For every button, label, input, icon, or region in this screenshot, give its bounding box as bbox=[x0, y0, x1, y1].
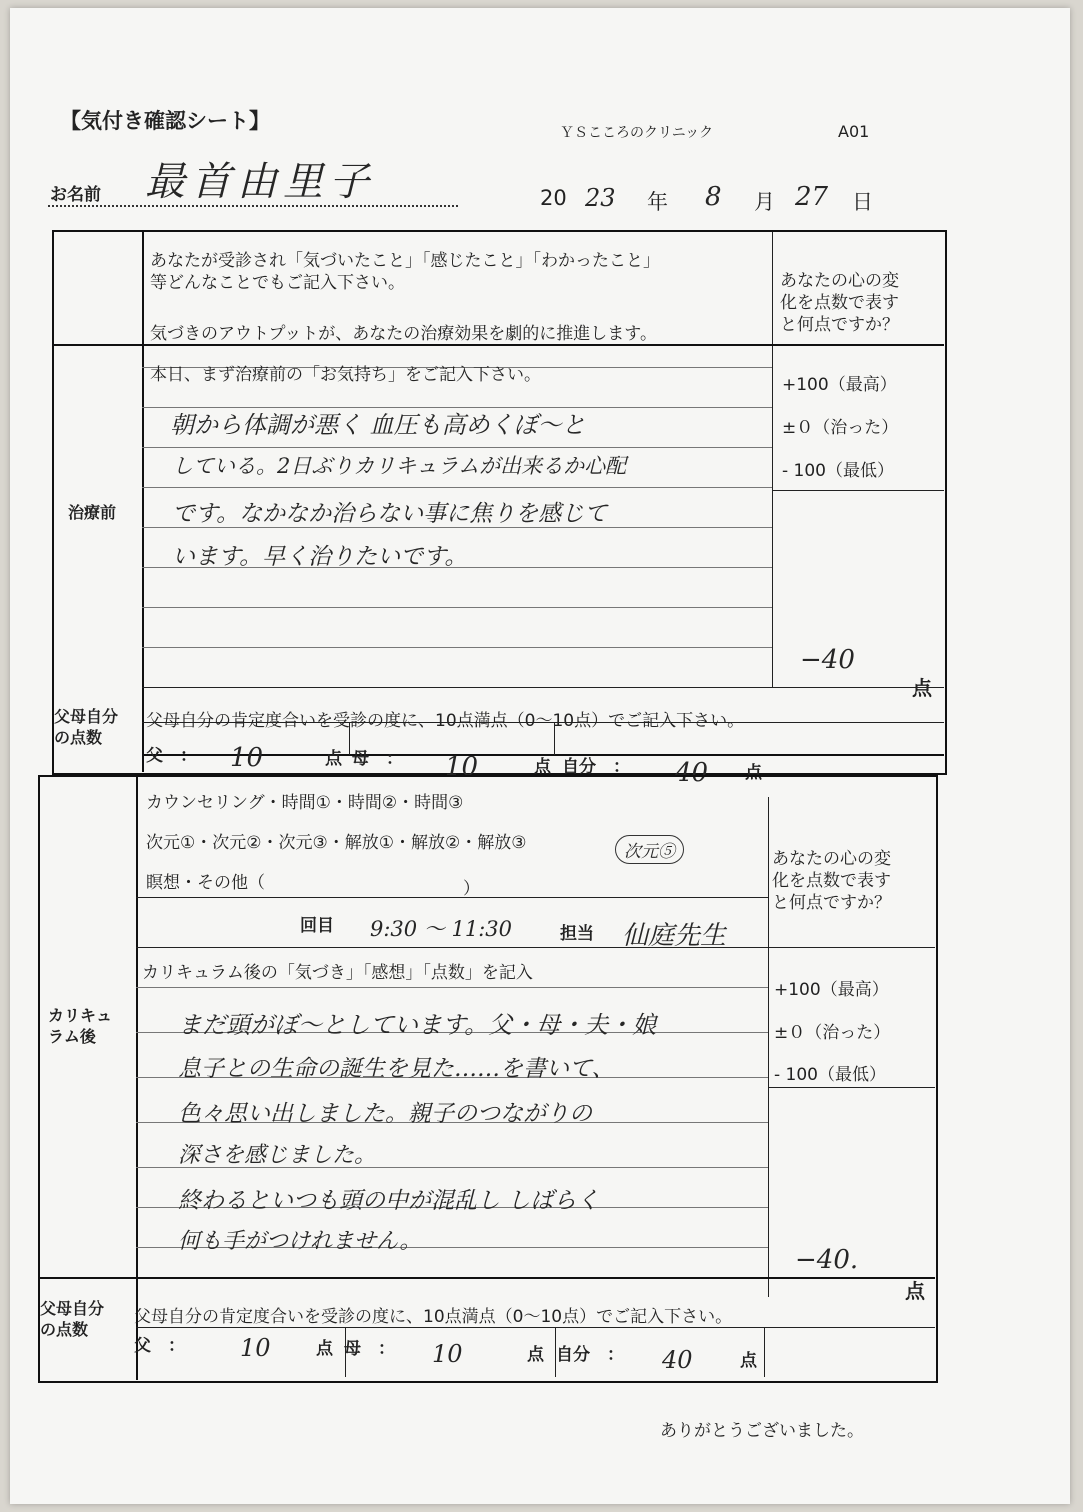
parents1-mother-label: 母 ： bbox=[352, 749, 403, 769]
parents2-father-value[interactable]: 10 bbox=[240, 1334, 271, 1362]
kaime-label: 回目 bbox=[300, 916, 334, 936]
before-score-unit: 点 bbox=[912, 676, 932, 700]
after-prompt: カリキュラム後の「気づき」「感想」「点数」を記入 bbox=[142, 963, 533, 983]
tanto-label: 担当 bbox=[560, 924, 594, 944]
scale-zero-1: ±０（治った） bbox=[782, 418, 899, 438]
course-options-3-end: ） bbox=[463, 879, 480, 899]
score-question-1: あなたの心の変 化を点数で表す と何点ですか？ bbox=[780, 271, 899, 335]
score-question-2: あなたの心の変 化を点数で表す と何点ですか？ bbox=[772, 849, 891, 913]
parents1-self-label: 自分 ： bbox=[562, 757, 630, 777]
before-line-2[interactable]: している。2日ぶりカリキュラムが出来るか心配 bbox=[172, 454, 627, 478]
course-options-1: カウンセリング・時間①・時間②・時間③ bbox=[146, 793, 464, 813]
intro-instruction: あなたが受診され「気づいたこと」「感じたこと」「わかったこと」 等どんなことでもご記入下さい。 bbox=[150, 251, 660, 293]
parents1-father-label: 父 ： bbox=[146, 746, 197, 766]
scale-max-1: +100（最高） bbox=[782, 375, 897, 395]
intro-emphasis: 気づきのアウトプットが、あなたの治療効果を劇的に推進します。 bbox=[150, 324, 657, 344]
parents2-father-label: 父 ： bbox=[134, 1336, 185, 1356]
parents1-father-unit: 点 bbox=[325, 749, 342, 769]
year-label: 年 bbox=[647, 190, 668, 214]
parents2-self-value[interactable]: 40 bbox=[662, 1346, 693, 1374]
parents1-mother-value[interactable]: 10 bbox=[445, 752, 479, 782]
parents2-mother-label: 母 ： bbox=[344, 1339, 395, 1359]
thanks-footer: ありがとうございました。 bbox=[660, 1421, 864, 1441]
parents2-instruction: 父母自分の肯定度合いを受診の度に、10点満点（0〜10点）でご記入下さい。 bbox=[134, 1307, 733, 1327]
after-line-1[interactable]: まだ頭がぼ〜としています。父・母・夫・娘 bbox=[178, 1011, 657, 1039]
parents1-self-unit: 点 bbox=[745, 763, 762, 783]
before-line-4[interactable]: います。早く治りたいです。 bbox=[172, 544, 468, 570]
circled-option[interactable]: 次元⑤ bbox=[615, 835, 684, 864]
day-label: 日 bbox=[852, 190, 873, 214]
scale-zero-2: ±０（治った） bbox=[774, 1023, 891, 1043]
before-prompt: 本日、まず治療前の「お気持ち」をご記入下さい。 bbox=[150, 365, 541, 385]
parents2-label: 父母自分 の点数 bbox=[40, 1299, 105, 1339]
scale-min-1: - 100（最低） bbox=[782, 461, 894, 481]
scale-max-2: +100（最高） bbox=[774, 980, 889, 1000]
sheet-code: A01 bbox=[838, 122, 870, 141]
after-score-unit: 点 bbox=[905, 1279, 925, 1303]
course-options-2: 次元①・次元②・次元③・解放①・解放②・解放③ bbox=[146, 833, 527, 853]
name-label: お名前 bbox=[50, 185, 101, 205]
before-label: 治療前 bbox=[68, 503, 117, 522]
after-line-5[interactable]: 終わるといつも頭の中が混乱し しばらく bbox=[178, 1188, 600, 1214]
parents2-mother-unit: 点 bbox=[527, 1345, 544, 1365]
before-score[interactable]: −40 bbox=[800, 645, 855, 675]
parents1-label: 父母自分 の点数 bbox=[54, 707, 119, 747]
parents1-father-value[interactable]: 10 bbox=[230, 743, 264, 773]
before-line-1[interactable]: 朝から体調が悪く 血圧も高めくぼ〜と bbox=[170, 411, 586, 439]
tanto-value[interactable]: 仙庭先生 bbox=[622, 921, 727, 951]
month-value[interactable]: 8 bbox=[705, 182, 722, 212]
parents1-instruction: 父母自分の肯定度合いを受診の度に、10点満点（0〜10点）でご記入下さい。 bbox=[146, 711, 745, 731]
parents2-mother-value[interactable]: 10 bbox=[432, 1340, 463, 1368]
year-prefix: 20 bbox=[540, 186, 567, 210]
after-label: カリキュ ラム後 bbox=[48, 1006, 113, 1046]
day-value[interactable]: 27 bbox=[795, 182, 829, 212]
month-label: 月 bbox=[754, 190, 775, 214]
parents1-mother-unit: 点 bbox=[534, 757, 551, 777]
year-value[interactable]: 23 bbox=[585, 184, 616, 212]
parents2-father-unit: 点 bbox=[316, 1339, 333, 1359]
after-score[interactable]: −40. bbox=[795, 1245, 859, 1275]
parents2-self-unit: 点 bbox=[740, 1351, 757, 1371]
parents2-self-label: 自分 ： bbox=[556, 1345, 624, 1365]
name-value[interactable]: 最首由里子 bbox=[145, 159, 375, 205]
after-line-4[interactable]: 深さを感じました。 bbox=[178, 1143, 377, 1168]
sheet-title: 【気付き確認シート】 bbox=[60, 109, 270, 133]
clinic-name: ＹＳこころのクリニック bbox=[560, 125, 714, 141]
session-time[interactable]: 9:30 〜 11:30 bbox=[370, 917, 513, 941]
after-line-3[interactable]: 色々思い出しました。親子のつながりの bbox=[178, 1101, 592, 1127]
course-options-3: 瞑想・その他（ bbox=[146, 873, 265, 893]
before-line-3[interactable]: です。なかなか治らない事に焦りを感じて bbox=[172, 501, 608, 527]
after-line-2[interactable]: 息子との生命の誕生を見た……を書いて、 bbox=[178, 1056, 615, 1082]
after-line-6[interactable]: 何も手がつけれません。 bbox=[178, 1229, 422, 1254]
scale-min-2: - 100（最低） bbox=[774, 1065, 886, 1085]
parents1-self-value[interactable]: 40 bbox=[675, 758, 709, 788]
